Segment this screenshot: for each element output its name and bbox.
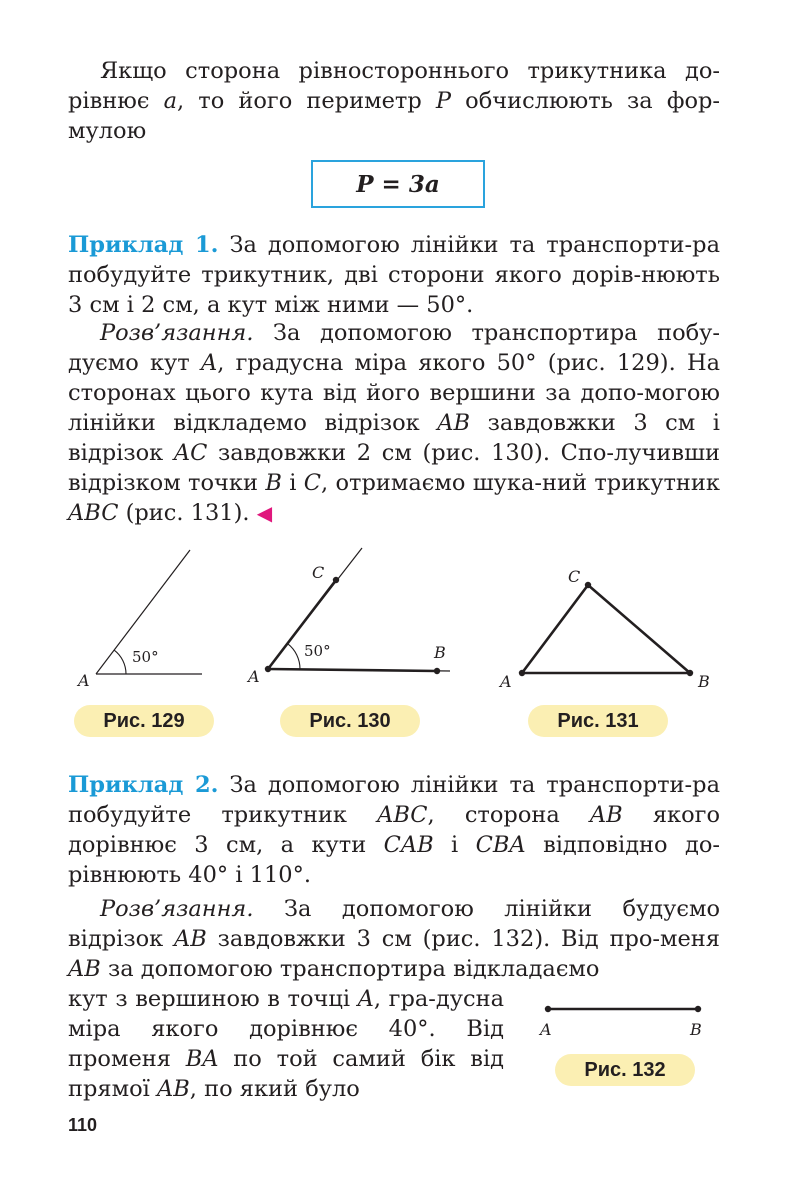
figure-131 [490,560,720,700]
example2-solution-continued: кут з вершиною в точці A, гра-дусна міра якого дорівнює 40°. Від променя BA по той самий бік від прямої AB, по який було [68,986,504,1102]
point-label-a: A [78,671,90,690]
perimeter-formula: P = 3a [311,160,485,208]
figure-130-caption: Рис. 130 [280,705,420,737]
example1-task: Приклад 1. За допомогою лінійки та транспорти-ра побудуйте трикутник, дві сторони якого дорів-нюють 3 см і 2 см, а кут між ними — 50°. [68,232,720,318]
end-of-solution-marker: ◀ [256,501,273,525]
page-number: 110 [68,1115,98,1135]
intro-paragraph: Якщо сторона рівностороннього трикутника до-рівнює a, то його периметр P обчислюють за фор-мулою [68,58,720,144]
figure-129-caption: Рис. 129 [74,705,214,737]
point-label-b: B [698,672,710,691]
solution-label: Розв’язання. [100,320,254,346]
point-label-a: A [248,667,260,686]
figure-131-caption: Рис. 131 [528,705,668,737]
point-label-b: B [434,643,446,662]
example1-solution: Розв’язання. За допомогою транспортира побу-дуємо кут A, градусна міра якого 50° (рис. 129). На сторонах цього кута від його вершини за допо-могою лінійки відкладемо відрізок AB завдовжки 3 см і відрізок AC завдовжки 2 см (рис. 130). Спо-лучивши відрізком точки B і C, отримаємо шука-ний трикутник ABC (рис. 131). ◀ [68,320,721,526]
example2-task: Приклад 2. За допомогою лінійки та транспорти-ра побудуйте трикутник ABC, сторона AB якого дорівнює 3 см, а кути CAB і CBA відповідно до-рівнюють 40° і 110°. [68,772,720,888]
point-label-a: A [500,672,512,691]
angle-label: 50° [132,648,159,666]
example2-solution: Розв’язання. За допомогою лінійки будуємо відрізок AB завдовжки 3 см (рис. 132). Від про-меня AB за допомогою транспортира відкладаємо [68,896,720,982]
example1-label: Приклад 1. [68,232,219,258]
point-label-a: A [540,1020,552,1039]
figure-129 [70,540,220,700]
figure-130 [240,540,460,700]
point-label-b: B [690,1020,702,1039]
figure-132-caption: Рис. 132 [555,1054,695,1086]
solution-label: Розв’язання. [100,896,254,922]
point-label-c: C [568,567,581,586]
angle-label: 50° [304,642,331,660]
point-label-c: C [312,563,325,582]
figure-132 [530,995,720,1045]
example2-label: Приклад 2. [68,772,219,798]
